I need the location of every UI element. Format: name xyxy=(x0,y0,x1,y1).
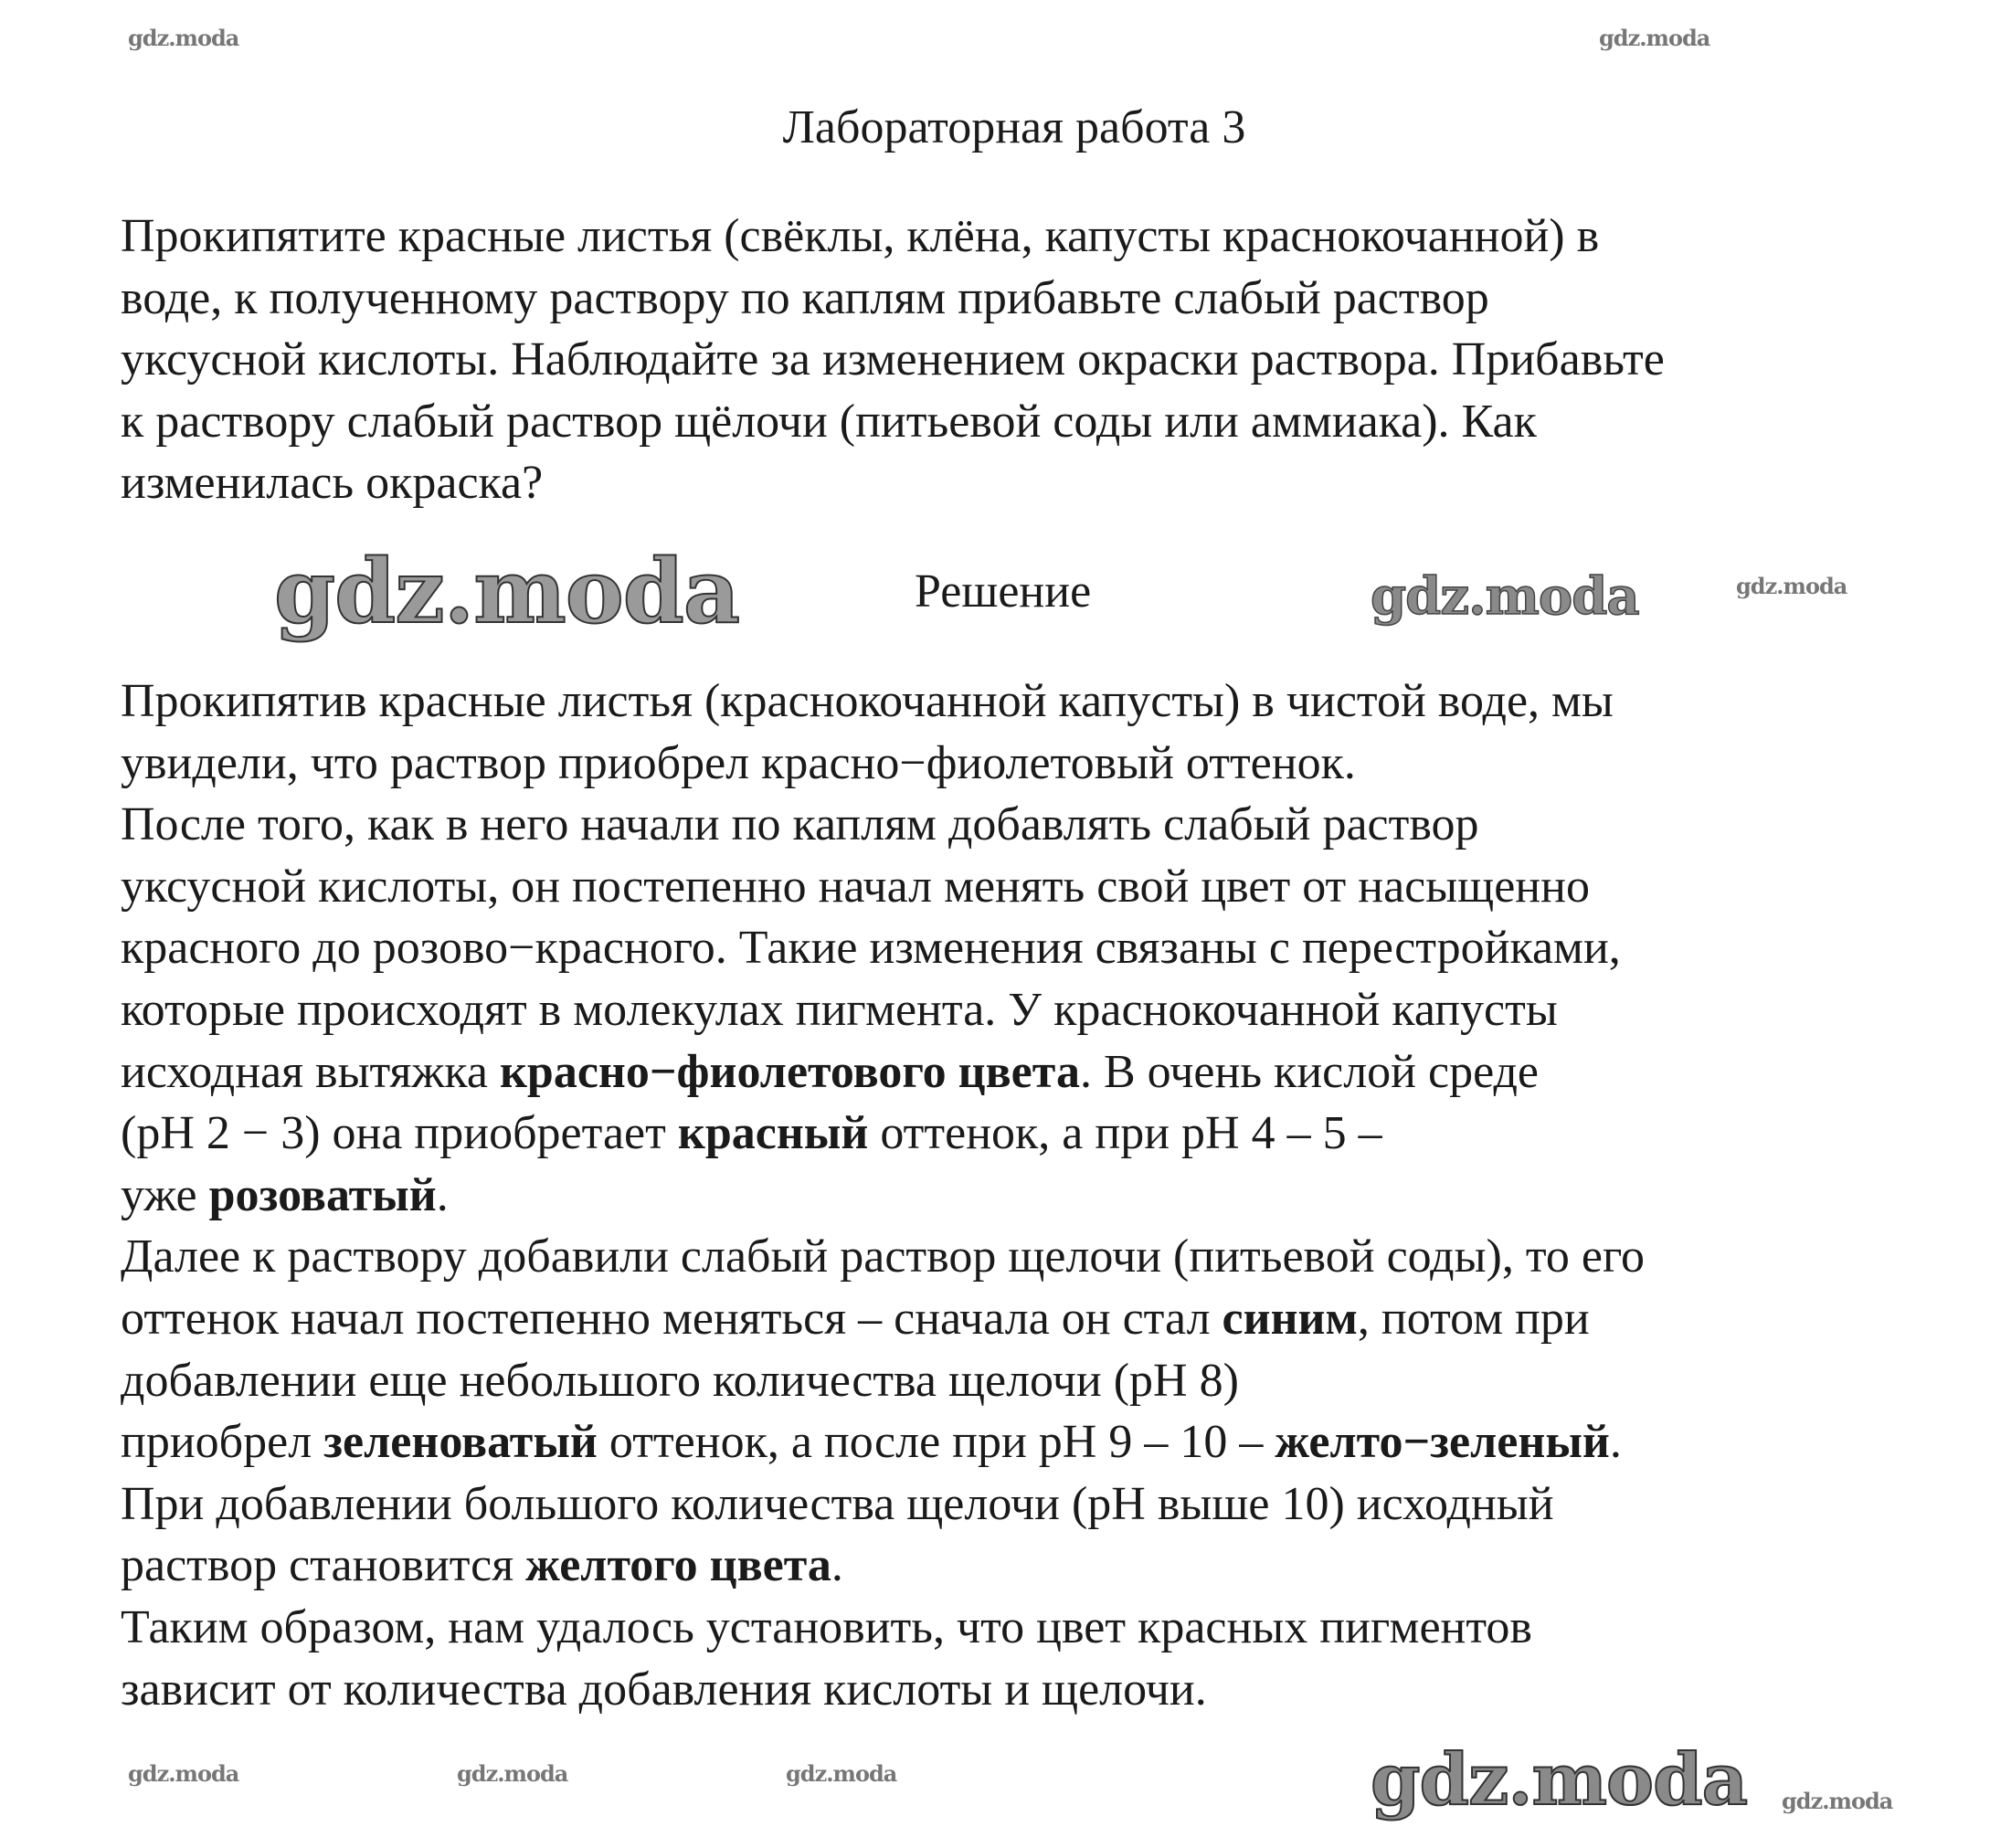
text-segment: исходная вытяжка xyxy=(121,1045,500,1098)
bold-text: зеленоватый xyxy=(323,1416,598,1469)
text-segment: При добавлении большого количества щелочи (pH выше 10) исходный xyxy=(121,1477,1554,1530)
bold-text: синим xyxy=(1222,1292,1358,1345)
text-segment: воде, к полученному раствору по каплям прибавьте слабый раствор xyxy=(121,271,1489,324)
text-line xyxy=(121,1226,1645,1288)
bold-text: красно−фиолетового цвета xyxy=(499,1045,1080,1098)
text-segment: оттенок начал постепенно меняться – сначала он стал xyxy=(121,1292,1222,1345)
text-line xyxy=(121,1041,1645,1104)
text-line xyxy=(121,1288,1645,1350)
text-line xyxy=(121,329,1665,391)
text-line xyxy=(121,1165,1645,1227)
watermark-logo: gdz.moda xyxy=(1782,1788,1893,1814)
text-line xyxy=(121,1535,1645,1597)
watermark-logo: gdz.moda xyxy=(274,540,740,643)
watermark-logo: gdz.moda xyxy=(1371,1738,1748,1822)
text-line xyxy=(121,794,1645,856)
text-line xyxy=(121,268,1665,330)
text-segment: приобрел xyxy=(121,1416,324,1469)
text-segment: . В очень кислой среде xyxy=(1079,1045,1540,1098)
text-line xyxy=(121,917,1645,979)
watermark-logo: gdz.moda xyxy=(1371,566,1639,627)
text-segment: зависит от количества добавления кислоты и щелочи. xyxy=(121,1663,1207,1716)
text-segment: уксусной кислоты, он постепенно начал менять свой цвет от насыщенно xyxy=(121,860,1590,913)
text-line xyxy=(121,671,1645,733)
text-segment: уксусной кислоты. Наблюдайте за изменением окраски раствора. Прибавьте xyxy=(121,333,1665,386)
text-segment: . xyxy=(831,1539,843,1592)
text-segment: Далее к раствору добавили слабый раствор щелочи (питьевой соды), то его xyxy=(121,1230,1646,1283)
text-segment: . xyxy=(1609,1416,1622,1469)
solution-heading: Решение xyxy=(915,565,1092,618)
watermark-logo: gdz.moda xyxy=(786,1760,897,1787)
text-segment: оттенок, а после при pH 9 – 10 – xyxy=(597,1416,1275,1469)
text-segment: которые происходят в молекулах пигмента. У краснокочанной капусты xyxy=(121,983,1558,1036)
text-line xyxy=(121,1597,1645,1659)
text-segment: увидели, что раствор приобрел красно−фиолетовый оттенок. xyxy=(121,736,1356,789)
watermark-logo: gdz.moda xyxy=(1736,573,1847,599)
text-segment: После того, как в него начали по каплям добавлять слабый раствор xyxy=(121,798,1479,851)
text-segment: Прокипятите красные листья (свёклы, клёна, капусты краснокочанной) в xyxy=(121,210,1600,262)
text-line xyxy=(121,206,1665,268)
solution-text xyxy=(121,671,1645,1720)
text-line xyxy=(121,1659,1645,1721)
text-line xyxy=(121,733,1645,795)
watermark-logo: gdz.moda xyxy=(128,25,239,51)
watermark-logo: gdz.moda xyxy=(1599,25,1710,51)
text-segment: раствор становится xyxy=(121,1539,526,1592)
text-line xyxy=(121,1103,1645,1165)
text-segment: добавлении еще небольшого количества щелочи (pH 8) xyxy=(121,1354,1239,1407)
text-segment: Таким образом, нам удалось установить, что цвет красных пигментов xyxy=(121,1600,1532,1653)
task-text xyxy=(121,206,1665,514)
watermark-logo: gdz.moda xyxy=(457,1760,568,1787)
text-segment: . xyxy=(436,1168,449,1221)
text-line xyxy=(121,1473,1645,1536)
text-segment: Прокипятив красные листья (краснокочанной капусты) в чистой воде, мы xyxy=(121,675,1614,727)
text-line xyxy=(121,391,1665,453)
text-line xyxy=(121,1411,1645,1473)
text-segment: уже xyxy=(121,1168,209,1221)
text-line xyxy=(121,856,1645,918)
text-segment: (pH 2 − 3) она приобретает xyxy=(121,1107,678,1160)
text-line xyxy=(121,1350,1645,1412)
watermark-logo: gdz.moda xyxy=(128,1760,239,1787)
bold-text: розоватый xyxy=(208,1168,437,1221)
text-segment: к раствору слабый раствор щёлочи (питьевой соды или аммиака). Как xyxy=(121,395,1537,448)
bold-text: желтого цвета xyxy=(525,1539,831,1592)
bold-text: красный xyxy=(677,1107,869,1160)
text-segment: изменилась окраска? xyxy=(121,457,544,510)
text-segment: красного до розово−красного. Такие изменения связаны с перестройками, xyxy=(121,922,1621,975)
bold-text: желто−зеленый xyxy=(1275,1416,1610,1469)
text-line xyxy=(121,452,1665,514)
page-title: Лабораторная работа 3 xyxy=(782,101,1246,153)
text-line xyxy=(121,979,1645,1041)
text-segment: оттенок, а при pH 4 – 5 – xyxy=(868,1107,1382,1160)
text-segment: , потом при xyxy=(1357,1292,1590,1345)
